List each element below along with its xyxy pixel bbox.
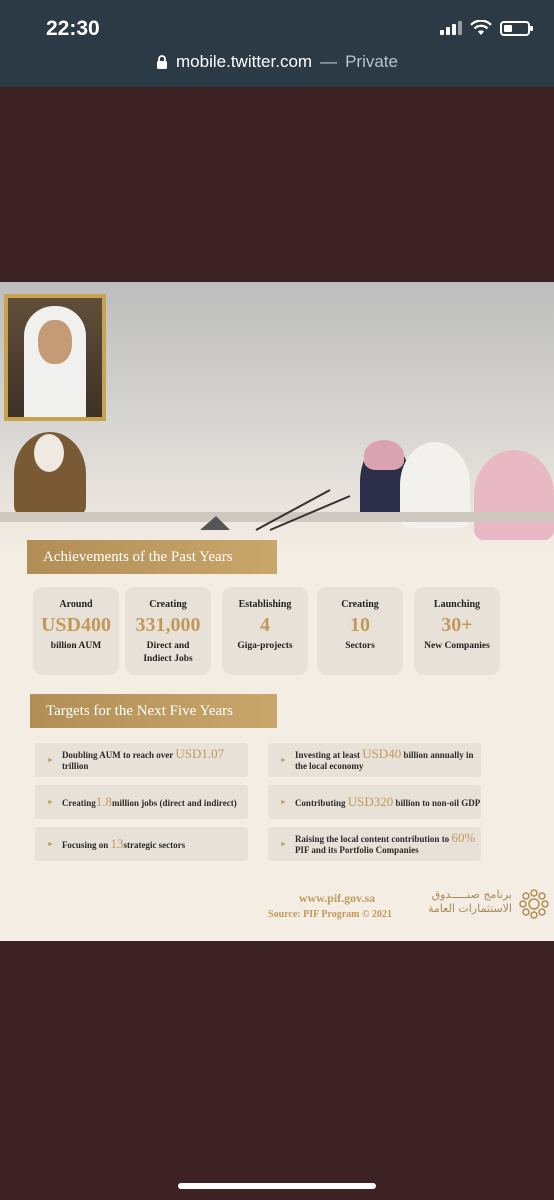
microphones bbox=[200, 482, 360, 532]
target-item: ► Contributing USD320 billion to non-oil GDP bbox=[268, 785, 481, 819]
person-head bbox=[34, 434, 64, 472]
portrait-frame bbox=[4, 294, 106, 421]
achievement-card: Creating 10 Sectors bbox=[317, 587, 403, 675]
pif-logo-text: برنامج صنـــــدوق الاستثمارات العامة bbox=[428, 888, 512, 915]
target-item: ► Investing at least USD40 billion annually in the local economy bbox=[268, 743, 481, 777]
battery-icon bbox=[500, 21, 530, 36]
arrow-icon: ► bbox=[47, 798, 54, 806]
status-time: 22:30 bbox=[46, 17, 100, 40]
target-item: ► Creating1.8million jobs (direct and indirect) bbox=[35, 785, 248, 819]
home-indicator[interactable] bbox=[178, 1183, 376, 1189]
achievements-title: Achievements of the Past Years bbox=[27, 540, 277, 574]
lock-icon bbox=[156, 55, 168, 69]
wifi-icon bbox=[470, 20, 492, 36]
person-head bbox=[364, 440, 404, 470]
private-mode-label: Private bbox=[345, 52, 398, 71]
meeting-photo bbox=[0, 282, 554, 550]
url-bar[interactable] bbox=[0, 52, 554, 72]
url-separator: — bbox=[320, 52, 338, 71]
pif-infographic[interactable] bbox=[0, 282, 554, 941]
footer-source: Source: PIF Program © 2021 bbox=[268, 909, 392, 920]
portrait-image bbox=[8, 298, 102, 417]
achievement-card: Establishing 4 Giga-projects bbox=[222, 587, 308, 675]
arrow-icon: ► bbox=[280, 798, 287, 806]
targets-title: Targets for the Next Five Years bbox=[30, 694, 277, 728]
footer-website: www.pif.gov.sa bbox=[298, 891, 376, 905]
arrow-icon: ► bbox=[280, 756, 287, 764]
cellular-signal-icon bbox=[440, 21, 462, 35]
target-item: ► Focusing on 13strategic sectors bbox=[35, 827, 248, 861]
url-domain: mobile.twitter.com bbox=[176, 52, 313, 71]
person-silhouette bbox=[474, 450, 554, 540]
pif-logo-icon bbox=[516, 886, 552, 922]
status-icons bbox=[440, 20, 530, 36]
arrow-icon: ► bbox=[47, 756, 54, 764]
browser-top-bar bbox=[0, 0, 554, 87]
target-item: ► Doubling AUM to reach over USD1.07 trillion bbox=[35, 743, 248, 777]
arrow-icon: ► bbox=[47, 840, 54, 848]
achievement-card: Around USD400 billion AUM bbox=[33, 587, 119, 675]
arrow-icon: ► bbox=[280, 840, 287, 848]
achievement-card: Creating 331,000 Direct and Indiect Jobs bbox=[125, 587, 211, 675]
target-item: ► Raising the local content contribution to 60% PIF and its Portfolio Companies bbox=[268, 827, 481, 861]
achievement-card: Launching 30+ New Companies bbox=[414, 587, 500, 675]
